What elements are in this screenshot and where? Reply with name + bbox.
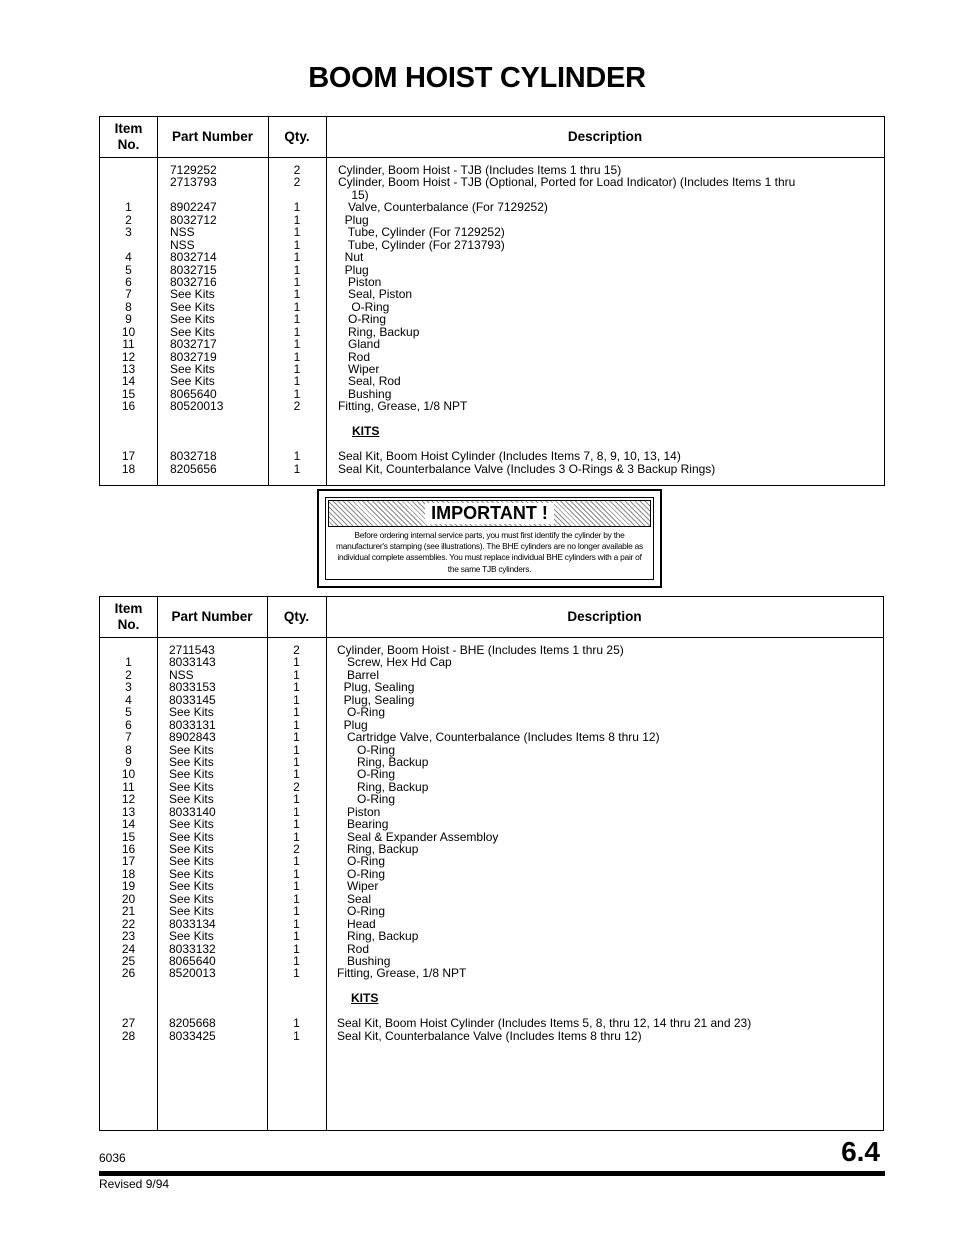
cell-qty: 1 xyxy=(293,891,300,906)
parts-table-bhe xyxy=(99,596,884,1131)
cell-part: 8033131 xyxy=(169,717,216,732)
cell-item: 10 xyxy=(121,767,136,782)
qty-column xyxy=(268,164,326,475)
header-item-no: Item No. xyxy=(114,121,143,152)
description-column xyxy=(338,164,795,475)
cell-qty: 2 xyxy=(293,399,301,414)
cell-desc: Ring, Backup xyxy=(337,929,419,944)
cell-desc xyxy=(337,980,751,992)
cell-item xyxy=(100,980,157,992)
cell-part: 8520013 xyxy=(169,966,216,981)
item-column xyxy=(100,644,157,1042)
cell-part: 8065640 xyxy=(169,953,216,968)
cell-part: 8032712 xyxy=(170,212,217,227)
qty-column xyxy=(267,644,326,1042)
cell-qty: 1 xyxy=(293,1016,300,1031)
cell-desc: Wiper xyxy=(338,362,380,376)
cell-item: 3 xyxy=(125,225,132,240)
cell-qty: 1 xyxy=(293,742,300,757)
cell-qty: 1 xyxy=(293,953,300,968)
cell-qty: 1 xyxy=(293,349,301,364)
cell-part: 7129252 xyxy=(170,163,217,177)
cell-part: 8033153 xyxy=(169,680,216,695)
column-divider xyxy=(326,117,327,485)
cell-desc: O-Ring xyxy=(337,904,386,919)
cell-desc: Wiper xyxy=(337,879,379,894)
item-column xyxy=(100,164,157,475)
cell-qty: 1 xyxy=(293,804,300,819)
cell-desc: KITS xyxy=(352,424,380,439)
column-divider xyxy=(157,117,158,485)
cell-item: 3 xyxy=(125,680,132,695)
cell-qty: 1 xyxy=(293,692,300,707)
cell-qty: 1 xyxy=(293,449,301,464)
cell-part: See Kits xyxy=(170,299,215,314)
cell-desc: O-Ring xyxy=(337,866,386,881)
cell-desc: Bushing xyxy=(337,953,391,968)
description-column xyxy=(337,644,751,1042)
cell-part: 8033132 xyxy=(169,941,216,956)
cell-item: 13 xyxy=(121,804,136,819)
cell-part xyxy=(170,413,223,425)
cell-qty: 1 xyxy=(293,966,300,981)
cell-part xyxy=(170,425,223,437)
cell-part: NSS xyxy=(170,237,195,252)
cell-qty: 1 xyxy=(293,717,300,732)
cell-desc: Gland xyxy=(338,337,381,352)
cell-desc: Plug xyxy=(337,717,368,732)
cell-qty xyxy=(267,980,326,992)
cell-qty xyxy=(268,413,326,425)
cell-item: 5 xyxy=(125,262,132,277)
cell-part: 8032715 xyxy=(170,262,217,277)
cell-item: 27 xyxy=(121,1016,136,1031)
cell-qty: 1 xyxy=(293,705,300,720)
cell-part: See Kits xyxy=(169,854,214,869)
cell-qty: 1 xyxy=(293,250,301,265)
cell-part: 8032717 xyxy=(170,337,217,352)
cell-desc: Fitting, Grease, 1/8 NPT xyxy=(338,399,468,414)
cell-desc: Cylinder, Boom Hoist - BHE (Includes Items 1 thru 25) xyxy=(337,643,624,657)
cell-item: 24 xyxy=(121,941,136,956)
cell-item: 14 xyxy=(121,817,136,832)
cell-part: 8032719 xyxy=(170,349,217,364)
cell-item: 18 xyxy=(121,461,136,476)
cell-item: 12 xyxy=(121,349,136,364)
cell-item: 17 xyxy=(121,854,136,869)
cell-qty xyxy=(267,992,326,1004)
footer-rule xyxy=(99,1171,885,1176)
cell-desc: Tube, Cylinder (For 7129252) xyxy=(338,225,505,240)
header-qty: Qty. xyxy=(283,609,310,624)
cell-qty: 1 xyxy=(293,904,300,919)
cell-item: 16 xyxy=(121,399,136,414)
cell-part xyxy=(169,992,216,1004)
important-heading-banner xyxy=(328,500,651,527)
cell-item: 14 xyxy=(121,374,136,389)
cell-desc: Ring, Backup xyxy=(337,754,429,769)
cell-desc: Plug, Sealing xyxy=(337,680,415,695)
cell-part: 8902247 xyxy=(170,200,217,215)
cell-part: See Kits xyxy=(170,362,215,376)
cell-desc: 15) xyxy=(338,187,369,202)
cell-item xyxy=(100,425,157,437)
cell-desc: Seal, Piston xyxy=(338,287,413,302)
section-number: 6.4 xyxy=(841,1136,880,1167)
cell-qty: 2 xyxy=(293,842,300,856)
cell-desc: O-Ring xyxy=(337,767,396,782)
cell-qty: 1 xyxy=(293,1028,300,1043)
cell-part: 8033143 xyxy=(169,655,216,670)
cell-item: 8 xyxy=(125,742,132,757)
document-number: 6036 xyxy=(99,1151,126,1165)
cell-part: See Kits xyxy=(169,842,214,856)
cell-item: 22 xyxy=(121,916,136,931)
cell-item xyxy=(100,413,157,425)
cell-desc: Seal xyxy=(337,891,372,906)
cell-item xyxy=(100,992,157,1004)
cell-item: 1 xyxy=(125,655,132,670)
cell-qty: 1 xyxy=(293,754,300,769)
cell-qty: 1 xyxy=(293,212,301,227)
cell-desc: Plug xyxy=(338,262,369,277)
cell-qty: 1 xyxy=(293,879,300,894)
cell-desc: Seal & Expander Assembloy xyxy=(337,829,499,844)
cell-part: 8032718 xyxy=(170,449,217,464)
cell-qty: 1 xyxy=(293,817,300,832)
cell-qty: 1 xyxy=(293,680,300,695)
cell-qty: 1 xyxy=(293,941,300,956)
cell-qty: 1 xyxy=(293,767,300,782)
cell-qty: 1 xyxy=(293,337,301,352)
cell-item: 12 xyxy=(121,792,136,807)
cell-item: 20 xyxy=(121,891,136,906)
cell-item: 21 xyxy=(121,904,136,919)
part-column xyxy=(170,164,223,475)
cell-part: See Kits xyxy=(169,779,214,794)
cell-qty: 1 xyxy=(293,386,301,401)
cell-part: 80520013 xyxy=(170,399,224,414)
cell-desc: Piston xyxy=(337,804,381,819)
cell-qty: 1 xyxy=(293,299,301,314)
cell-part: See Kits xyxy=(169,742,214,757)
cell-qty: 1 xyxy=(293,655,300,670)
cell-qty: 1 xyxy=(293,312,301,327)
cell-qty: 2 xyxy=(293,163,301,177)
cell-item: 28 xyxy=(121,1028,136,1043)
header-qty: Qty. xyxy=(284,129,310,144)
cell-desc: Head xyxy=(337,916,376,931)
cell-item: 9 xyxy=(125,312,132,327)
cell-item: 7 xyxy=(125,730,132,745)
cell-part: See Kits xyxy=(170,287,215,302)
cell-qty: 1 xyxy=(293,792,300,807)
cell-item: 26 xyxy=(121,966,136,981)
cell-part: See Kits xyxy=(169,817,214,832)
important-notice-frame xyxy=(325,497,654,580)
cell-item: 9 xyxy=(125,754,132,769)
cell-qty: 1 xyxy=(293,829,300,844)
cell-item: 10 xyxy=(121,324,136,339)
cell-qty: 1 xyxy=(293,916,300,931)
page-title: BOOM HOIST CYLINDER xyxy=(308,62,646,94)
cell-desc: Seal Kit, Counterbalance Valve (Includes Items 8 thru 12) xyxy=(337,1028,642,1043)
cell-desc: Barrel xyxy=(337,667,380,682)
cell-desc: Ring, Backup xyxy=(337,779,429,794)
cell-qty: 1 xyxy=(293,225,301,240)
column-divider xyxy=(157,597,158,1130)
cell-item: 7 xyxy=(125,287,132,302)
cell-part: NSS xyxy=(169,667,194,682)
cell-qty: 1 xyxy=(293,262,301,277)
parts-table-tjb xyxy=(99,116,885,486)
cell-desc: Seal Kit, Boom Hoist Cylinder (Includes Items 5, 8, thru 12, 14 thru 21 and 23) xyxy=(337,1016,752,1031)
cell-qty: 2 xyxy=(293,643,300,657)
cell-item: 1 xyxy=(125,200,132,215)
cell-desc: Cylinder, Boom Hoist - TJB (Includes Items 1 thru 15) xyxy=(338,163,622,177)
header-item-no: Item No. xyxy=(114,601,143,632)
cell-qty: 2 xyxy=(293,175,301,190)
cell-desc: O-Ring xyxy=(337,792,396,807)
cell-part: See Kits xyxy=(169,754,214,769)
header-part-number: Part Number xyxy=(171,609,253,624)
cell-desc: Fitting, Grease, 1/8 NPT xyxy=(337,966,467,981)
header-description: Description xyxy=(567,609,642,624)
part-column xyxy=(169,644,216,1042)
cell-desc: O-Ring xyxy=(337,854,386,869)
cell-item: 16 xyxy=(121,842,136,856)
cell-item: 4 xyxy=(125,250,132,265)
cell-qty: 1 xyxy=(293,362,301,376)
cell-desc: O-Ring xyxy=(338,299,390,314)
cell-desc: KITS xyxy=(351,991,379,1006)
cell-qty: 1 xyxy=(293,287,301,302)
cell-part: See Kits xyxy=(169,767,214,782)
cell-item: 25 xyxy=(121,953,136,968)
cell-qty: 1 xyxy=(293,667,300,682)
cell-part: See Kits xyxy=(170,312,215,327)
cell-desc: Screw, Hex Hd Cap xyxy=(337,655,452,670)
cell-qty: 1 xyxy=(293,274,301,289)
cell-desc: O-Ring xyxy=(337,742,396,757)
cell-desc: Rod xyxy=(337,941,370,956)
cell-qty xyxy=(268,425,326,437)
cell-part: See Kits xyxy=(169,891,214,906)
cell-desc: Cartridge Valve, Counterbalance (Includes Items 8 thru 12) xyxy=(337,730,660,745)
cell-part: 8033425 xyxy=(169,1028,216,1043)
cell-part: See Kits xyxy=(169,705,214,720)
cell-desc: Bearing xyxy=(337,817,389,832)
cell-item: 8 xyxy=(125,299,132,314)
cell-desc: Ring, Backup xyxy=(338,324,420,339)
cell-qty: 1 xyxy=(293,237,301,252)
cell-part: 2713793 xyxy=(170,175,217,190)
cell-part: 8032714 xyxy=(170,250,217,265)
cell-item: 18 xyxy=(121,866,136,881)
cell-item xyxy=(100,176,157,188)
cell-part: 8205668 xyxy=(169,1016,216,1031)
cell-item: 13 xyxy=(121,362,136,376)
cell-item: 2 xyxy=(125,212,132,227)
cell-desc: Tube, Cylinder (For 2713793) xyxy=(338,237,505,252)
cell-item: 6 xyxy=(125,717,132,732)
cell-qty: 1 xyxy=(293,866,300,881)
cell-item: 15 xyxy=(121,829,136,844)
revision-date: Revised 9/94 xyxy=(99,1177,170,1191)
cell-desc: Plug, Sealing xyxy=(337,692,415,707)
cell-qty: 1 xyxy=(293,374,301,389)
cell-part: 8902843 xyxy=(169,730,216,745)
cell-part: 8065640 xyxy=(170,386,217,401)
cell-part: 8033145 xyxy=(169,692,216,707)
cell-item: 11 xyxy=(122,779,135,794)
cell-qty: 1 xyxy=(293,324,301,339)
cell-part: 8033134 xyxy=(169,916,216,931)
cell-part: See Kits xyxy=(169,929,214,944)
cell-desc: Nut xyxy=(338,250,364,265)
cell-part xyxy=(169,980,216,992)
cell-desc: Rod xyxy=(338,349,371,364)
cell-item: 11 xyxy=(122,337,135,352)
cell-desc: Bushing xyxy=(338,386,392,401)
important-text: Before ordering internal service parts, you must first identify the cylinder by the manufacturer's stamping (see illustrations). The BHE cylinders are no longer available as individual complete assemblies. You must replace individual BHE cylinders with a pair of the same TJB cylinders. xyxy=(336,530,643,574)
cell-item: 15 xyxy=(121,386,136,401)
cell-item: 5 xyxy=(125,705,132,720)
cell-part: See Kits xyxy=(169,879,214,894)
cell-part: 8032716 xyxy=(170,274,217,289)
cell-part: See Kits xyxy=(169,866,214,881)
important-heading: IMPORTANT ! xyxy=(425,503,554,524)
header-description: Description xyxy=(567,129,643,144)
cell-desc: Ring, Backup xyxy=(337,842,419,856)
cell-part: See Kits xyxy=(169,904,214,919)
cell-desc: Seal, Rod xyxy=(338,374,401,389)
cell-desc: Seal Kit, Counterbalance Valve (Includes 3 O-Rings & 3 Backup Rings) xyxy=(338,461,716,476)
cell-desc xyxy=(338,413,795,425)
important-notice xyxy=(317,489,662,588)
cell-part: See Kits xyxy=(170,324,215,339)
cell-desc: Seal Kit, Boom Hoist Cylinder (Includes Items 7, 8, 9, 10, 13, 14) xyxy=(338,449,681,464)
cell-part: See Kits xyxy=(170,374,215,389)
cell-part: NSS xyxy=(170,225,195,240)
cell-desc: Piston xyxy=(338,274,382,289)
cell-item: 6 xyxy=(125,274,132,289)
cell-desc: O-Ring xyxy=(338,312,387,327)
cell-qty: 1 xyxy=(293,730,300,745)
cell-desc: Cylinder, Boom Hoist - TJB (Optional, Ported for Load Indicator) (Includes Items 1 thru xyxy=(338,175,796,190)
cell-qty: 1 xyxy=(293,200,301,215)
cell-part: See Kits xyxy=(169,829,214,844)
cell-item: 23 xyxy=(121,929,136,944)
cell-item: 17 xyxy=(121,449,136,464)
column-divider xyxy=(326,597,327,1130)
cell-desc: O-Ring xyxy=(337,705,386,720)
cell-part: 2711543 xyxy=(169,643,215,657)
cell-qty: 1 xyxy=(293,929,300,944)
header-part-number: Part Number xyxy=(171,129,254,144)
cell-item xyxy=(100,164,157,176)
cell-desc: Plug xyxy=(338,212,369,227)
cell-desc: Valve, Counterbalance (For 7129252) xyxy=(338,200,548,215)
cell-part: 8033140 xyxy=(169,804,216,819)
cell-part: 8205656 xyxy=(170,461,217,476)
cell-item: 2 xyxy=(125,667,132,682)
cell-part: See Kits xyxy=(169,792,214,807)
cell-qty: 1 xyxy=(293,461,301,476)
cell-item: 19 xyxy=(121,879,136,894)
cell-item: 4 xyxy=(125,692,132,707)
cell-qty: 1 xyxy=(293,854,300,869)
cell-qty: 2 xyxy=(293,779,300,794)
